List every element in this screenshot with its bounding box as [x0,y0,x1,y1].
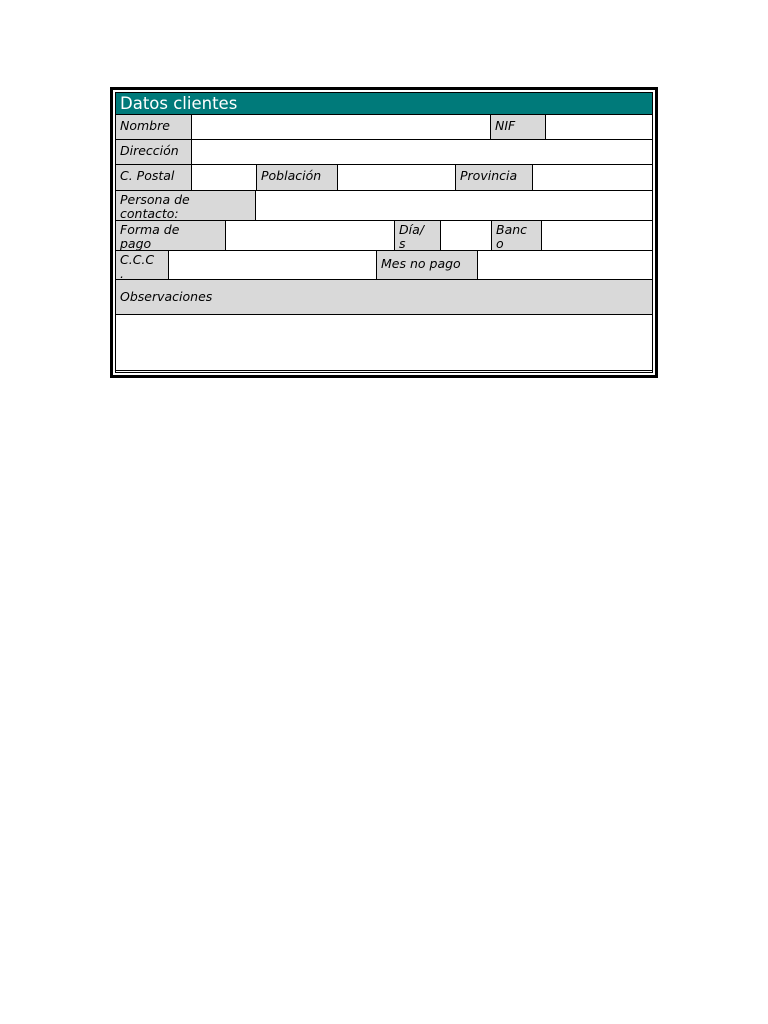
direccion-label: Dirección [116,140,191,164]
provincia-field[interactable] [532,165,652,190]
mes-no-pago-field[interactable] [477,251,652,279]
row-pago [116,221,652,251]
cpostal-field[interactable] [191,165,256,190]
poblacion-field[interactable] [337,165,455,190]
direccion-field[interactable] [191,140,652,164]
row-observaciones [116,280,652,315]
row-contacto [116,191,652,221]
cpostal-label: C. Postal [116,165,191,190]
form-inner [115,92,653,373]
mes-no-pago-label: Mes no pago [376,251,477,279]
row-ccc [116,251,652,280]
nombre-label: Nombre [116,115,191,139]
dias-label-line2: s [399,236,406,250]
banco-label [491,221,541,250]
row-nombre [116,115,652,140]
dias-field[interactable] [440,221,491,250]
nif-label: NIF [490,115,545,139]
persona-contacto-label-line1: Persona de [120,192,190,207]
banco-label-line1: Banc [496,222,528,237]
row-direccion [116,140,652,165]
bottom-rule [116,370,652,371]
persona-contacto-field[interactable] [255,191,652,220]
forma-pago-label-line1: Forma de [120,222,180,237]
observaciones-label: Observaciones [116,280,652,314]
ccc-label [116,251,168,279]
ccc-label-line1: C.C.C [120,252,155,267]
persona-contacto-label [116,191,255,220]
nif-field[interactable] [545,115,652,139]
dias-label [394,221,440,250]
ccc-label-line2: . [120,266,124,279]
dias-label-line1: Día/ [399,222,424,237]
banco-label-line2: o [496,236,504,250]
banco-field[interactable] [541,221,652,250]
observaciones-field[interactable] [116,315,652,370]
forma-pago-label-line2: pago [120,236,152,250]
provincia-label: Provincia [455,165,532,190]
row-localidad [116,165,652,191]
forma-pago-field[interactable] [225,221,394,250]
form-title: Datos clientes [116,93,652,115]
forma-pago-label [116,221,225,250]
poblacion-label: Población [256,165,337,190]
ccc-field[interactable] [168,251,376,279]
client-data-form [110,87,658,378]
nombre-field[interactable] [191,115,490,139]
persona-contacto-label-line2: contacto: [120,206,179,220]
